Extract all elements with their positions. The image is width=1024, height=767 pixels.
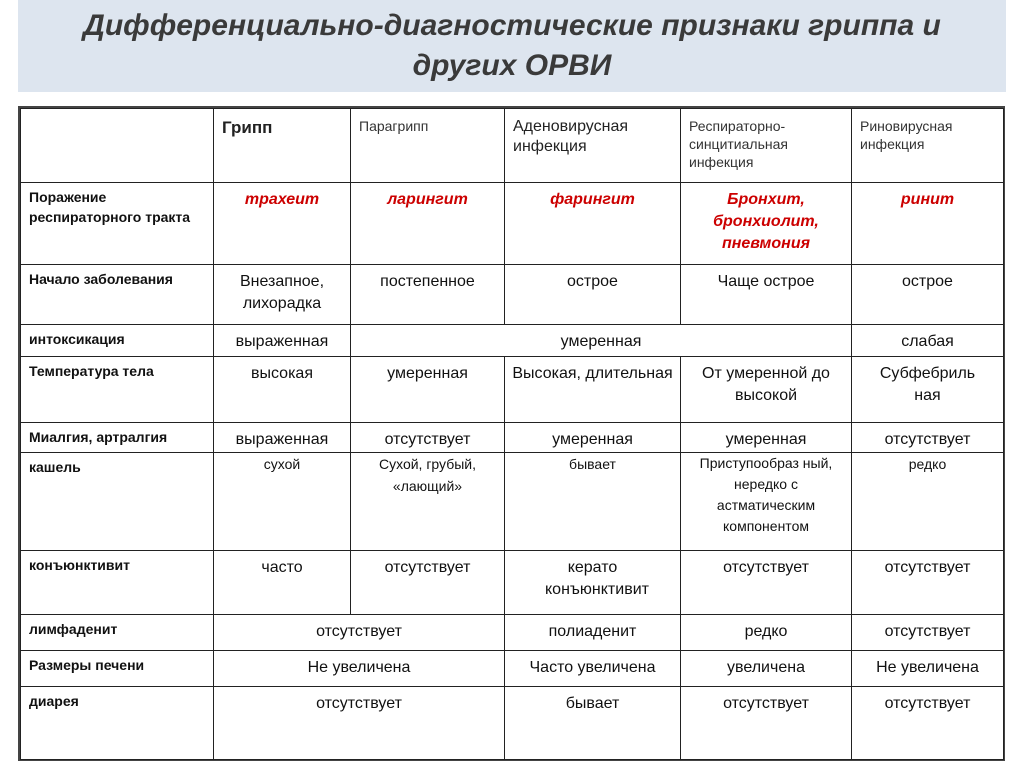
table-row (21, 325, 1004, 357)
table-cell (214, 183, 351, 265)
row-label: лимфаденит (21, 615, 214, 651)
table-row (21, 423, 1004, 453)
row-label: диарея (21, 687, 214, 760)
table-cell (852, 183, 1004, 265)
table-cell (505, 183, 681, 265)
highlight-text: трахеит (244, 191, 320, 208)
title-band (18, 0, 1006, 92)
header-rhinovirus: Риновирусная инфекция (852, 109, 1004, 183)
table-row (21, 357, 1004, 423)
table-cell: Часто увеличена (505, 651, 681, 687)
table-cell: редко (681, 615, 852, 651)
table-cell (681, 183, 852, 265)
highlight-text: фарингит (550, 191, 635, 208)
table-cell: Чаще острое (681, 265, 852, 325)
highlight-text: ринит (900, 191, 955, 208)
table-cell: выраженная (214, 423, 351, 453)
table-cell: высокая (214, 357, 351, 423)
table-cell-merged: отсутствует (214, 687, 505, 760)
row-label: Поражение респираторного тракта (21, 183, 214, 265)
comparison-table-frame (18, 106, 1005, 761)
table-cell-merged: Не увеличена (214, 651, 505, 687)
table-cell: острое (505, 265, 681, 325)
table-cell: От умеренной до высокой (681, 357, 852, 423)
table-row (21, 651, 1004, 687)
header-empty (21, 109, 214, 183)
table-cell: отсутствует (852, 423, 1004, 453)
table-cell-merged: отсутствует (214, 615, 505, 651)
table-cell: отсутствует (852, 687, 1004, 760)
table-cell: Высокая, длительная (505, 357, 681, 423)
table-cell: умеренная (681, 423, 852, 453)
table-cell: отсутствует (351, 423, 505, 453)
table-cell: острое (852, 265, 1004, 325)
table-cell: увеличена (681, 651, 852, 687)
table-row (21, 265, 1004, 325)
table-cell: полиаденит (505, 615, 681, 651)
header-adenovirus: Аденовирусная инфекция (505, 109, 681, 183)
table-header-row (21, 109, 1004, 183)
table-cell: часто (214, 551, 351, 615)
table-row (21, 551, 1004, 615)
row-label: конъюнктивит (21, 551, 214, 615)
table-row (21, 687, 1004, 760)
header-influenza: Грипп (214, 109, 351, 183)
table-cell: Субфебриль ная (852, 357, 1004, 423)
table-cell: керато конъюнктивит (505, 551, 681, 615)
row-label: Размеры печени (21, 651, 214, 687)
row-label: Начало заболевания (21, 265, 214, 325)
table-cell: умеренная (351, 357, 505, 423)
slide-title: Дифференциально-диагностические признаки гриппа и других ОРВИ (83, 9, 941, 82)
table-cell-merged: умеренная (351, 325, 852, 357)
table-cell: бывает (505, 453, 681, 551)
table-cell: выраженная (214, 325, 351, 357)
table-cell: отсутствует (351, 551, 505, 615)
table-cell: сухой (214, 453, 351, 551)
table-row (21, 615, 1004, 651)
table-row (21, 183, 1004, 265)
table-cell: редко (852, 453, 1004, 551)
table-cell: отсутствует (852, 551, 1004, 615)
table-cell: Не увеличена (852, 651, 1004, 687)
row-label: интоксикация (21, 325, 214, 357)
table-cell: Сухой, грубый, «лающий» (351, 453, 505, 551)
highlight-text: ларингит (387, 191, 468, 208)
table-cell: отсутствует (681, 687, 852, 760)
row-label: кашель (21, 453, 214, 551)
header-parainfluenza: Парагрипп (351, 109, 505, 183)
table-cell (351, 183, 505, 265)
comparison-table (20, 108, 1004, 760)
table-cell: бывает (505, 687, 681, 760)
row-label: Температура тела (21, 357, 214, 423)
table-cell: постепенное (351, 265, 505, 325)
table-cell: Приступообраз ный, нередко с астматическим компонентом (681, 453, 852, 551)
header-rsv: Респираторно-синцитиальная инфекция (681, 109, 852, 183)
table-row (21, 453, 1004, 551)
table-cell: отсутствует (852, 615, 1004, 651)
table-cell: отсутствует (681, 551, 852, 615)
table-cell: Внезапное, лихорадка (214, 265, 351, 325)
row-label: Миалгия, артралгия (21, 423, 214, 453)
table-cell: умеренная (505, 423, 681, 453)
table-cell: слабая (852, 325, 1004, 357)
highlight-text: Бронхит, бронхиолит, пневмония (713, 191, 819, 252)
